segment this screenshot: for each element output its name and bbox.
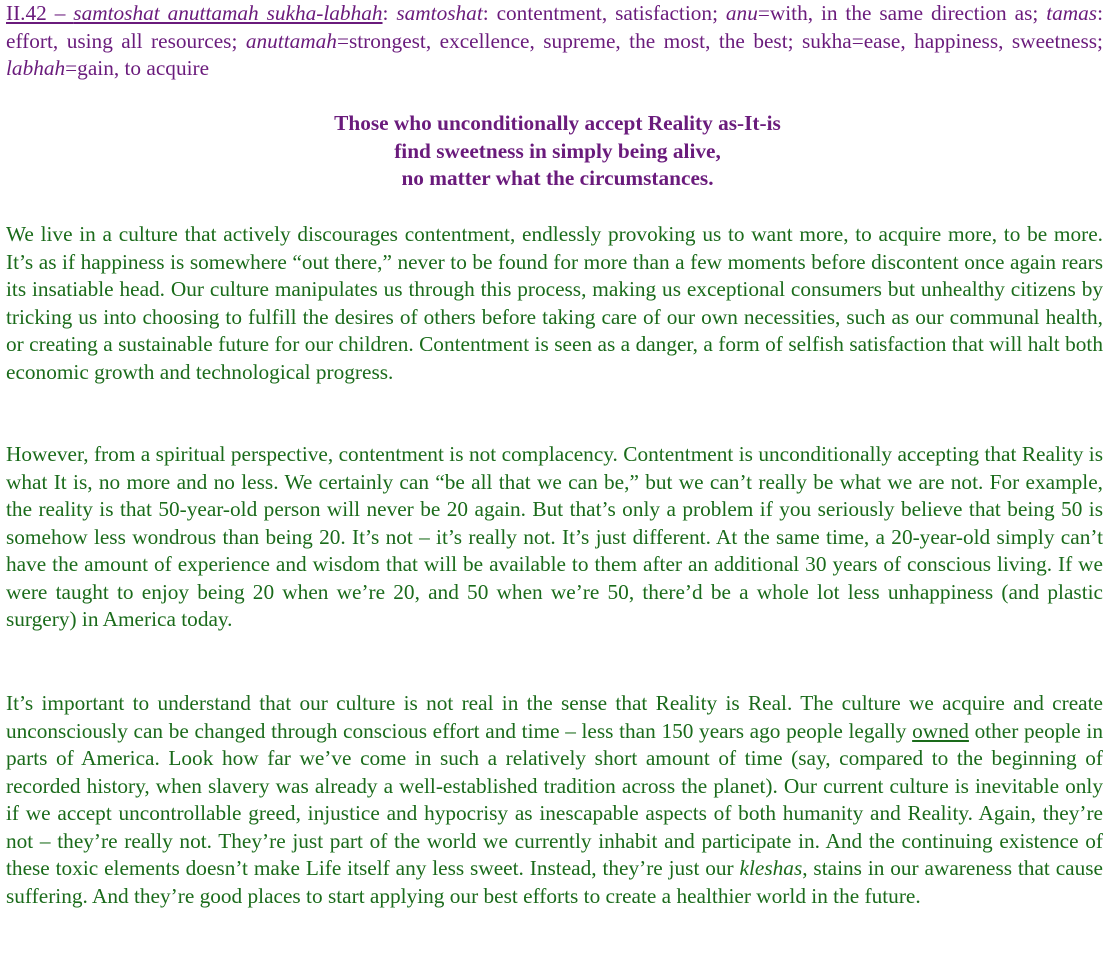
term-anuttamah: anuttamah [245,28,337,53]
term-kleshas: kleshas [739,856,803,880]
centered-quote [0,110,1115,193]
heading-separator: : [382,1,397,25]
paragraph-3 [6,690,1103,910]
term-labhah: labhah [6,56,66,80]
paragraph-2: However, from a spiritual perspective, contentment is not complacency. Contentment is unconditionally accepting that Reality is what It is, no more and no less. We certainly can “be all that we can be,” but we can’t really be what we are not. For example, the reality is that 50-year-old person will never be 20 again. But that’s only a problem if you seriously believe that being 50 is somehow less wondrous than being 20. It’s not – it’s really not. It’s just different. At the same time, a 20-year-old simply can’t have the amount of experience and wisdom that will be available to them after an additional 30 years of conscious living. If we were taught to enjoy being 20 when we’re 20, and 50 when we’re 50, there’d be a whole lot less unhappiness (and plastic surgery) in America today. [6,442,1103,631]
term-tamas: tamas [1046,1,1098,25]
definition-labhah: =gain, to acquire [65,56,210,80]
paragraph-3-part-c: , stains in our awareness that cause suffering. And they’re good places to start applying our best efforts to create a healthier world in the future. [6,856,1103,908]
paragraph-3-part-a: It’s important to understand that our culture is not real in the sense that Reality is Real. The culture we acquire and create unconsciously can be changed through conscious effort and time – less than 150 years ago people legally [6,691,1103,743]
definition-samtoshat: : contentment, satisfaction; [482,1,726,25]
sutra-heading [6,0,1103,83]
underlined-owned: owned [912,718,969,743]
quote-line-2: find sweetness in simply being alive, [394,138,721,163]
paragraph-3-part-b: other people in parts of America. Look how far we’ve come in such a relatively short amount of time (say, compared to the beginning of recorded history, when slavery was already a well-established tradition across the planet). Our current culture is inevitable only if we accept uncontrollable greed, injustice and hypocrisy as inescapable aspects of both humanity and Reality. Again, they’re not – they’re really not. They’re just part of the world we currently inhabit and participate in. And the continuing existence of these toxic elements doesn’t make Life itself any less sweet. Instead, they’re just our [6,718,1103,880]
sutra-number: II.42 – [6,1,74,25]
term-samtoshat: samtoshat [396,1,483,25]
definition-anuttamah-sukha: =strongest, excellence, supreme, the most, the best; sukha=ease, happiness, sweetness; [336,28,1103,53]
definition-anu: =with, in the same direction as; [757,1,1047,25]
sutra-reference [6,1,383,25]
paragraph-1: We live in a culture that actively discourages contentment, endlessly provoking us to want more, to acquire more, to be more. It’s as if happiness is somewhere “out there,” never to be found for more than a few moments before discontent once again rears its insatiable head. Our culture manipulates us through this process, making us exceptional consumers but unhealthy citizens by tricking us into choosing to fulfill the desires of others before taking care of our own necessities, such as our communal health, or creating a sustainable future for our children. Contentment is seen as a danger, a form of selfish satisfaction that will halt both economic growth and technological progress. [6,222,1103,384]
quote-line-3: no matter what the circumstances. [401,166,714,190]
term-anu: anu [725,1,758,25]
sutra-text: samtoshat anuttamah sukha-labhah [73,1,383,25]
quote-line-1: Those who unconditionally accept Reality as-It-is [334,111,781,135]
definition-tamas: : effort, using all resources; [6,1,1103,53]
